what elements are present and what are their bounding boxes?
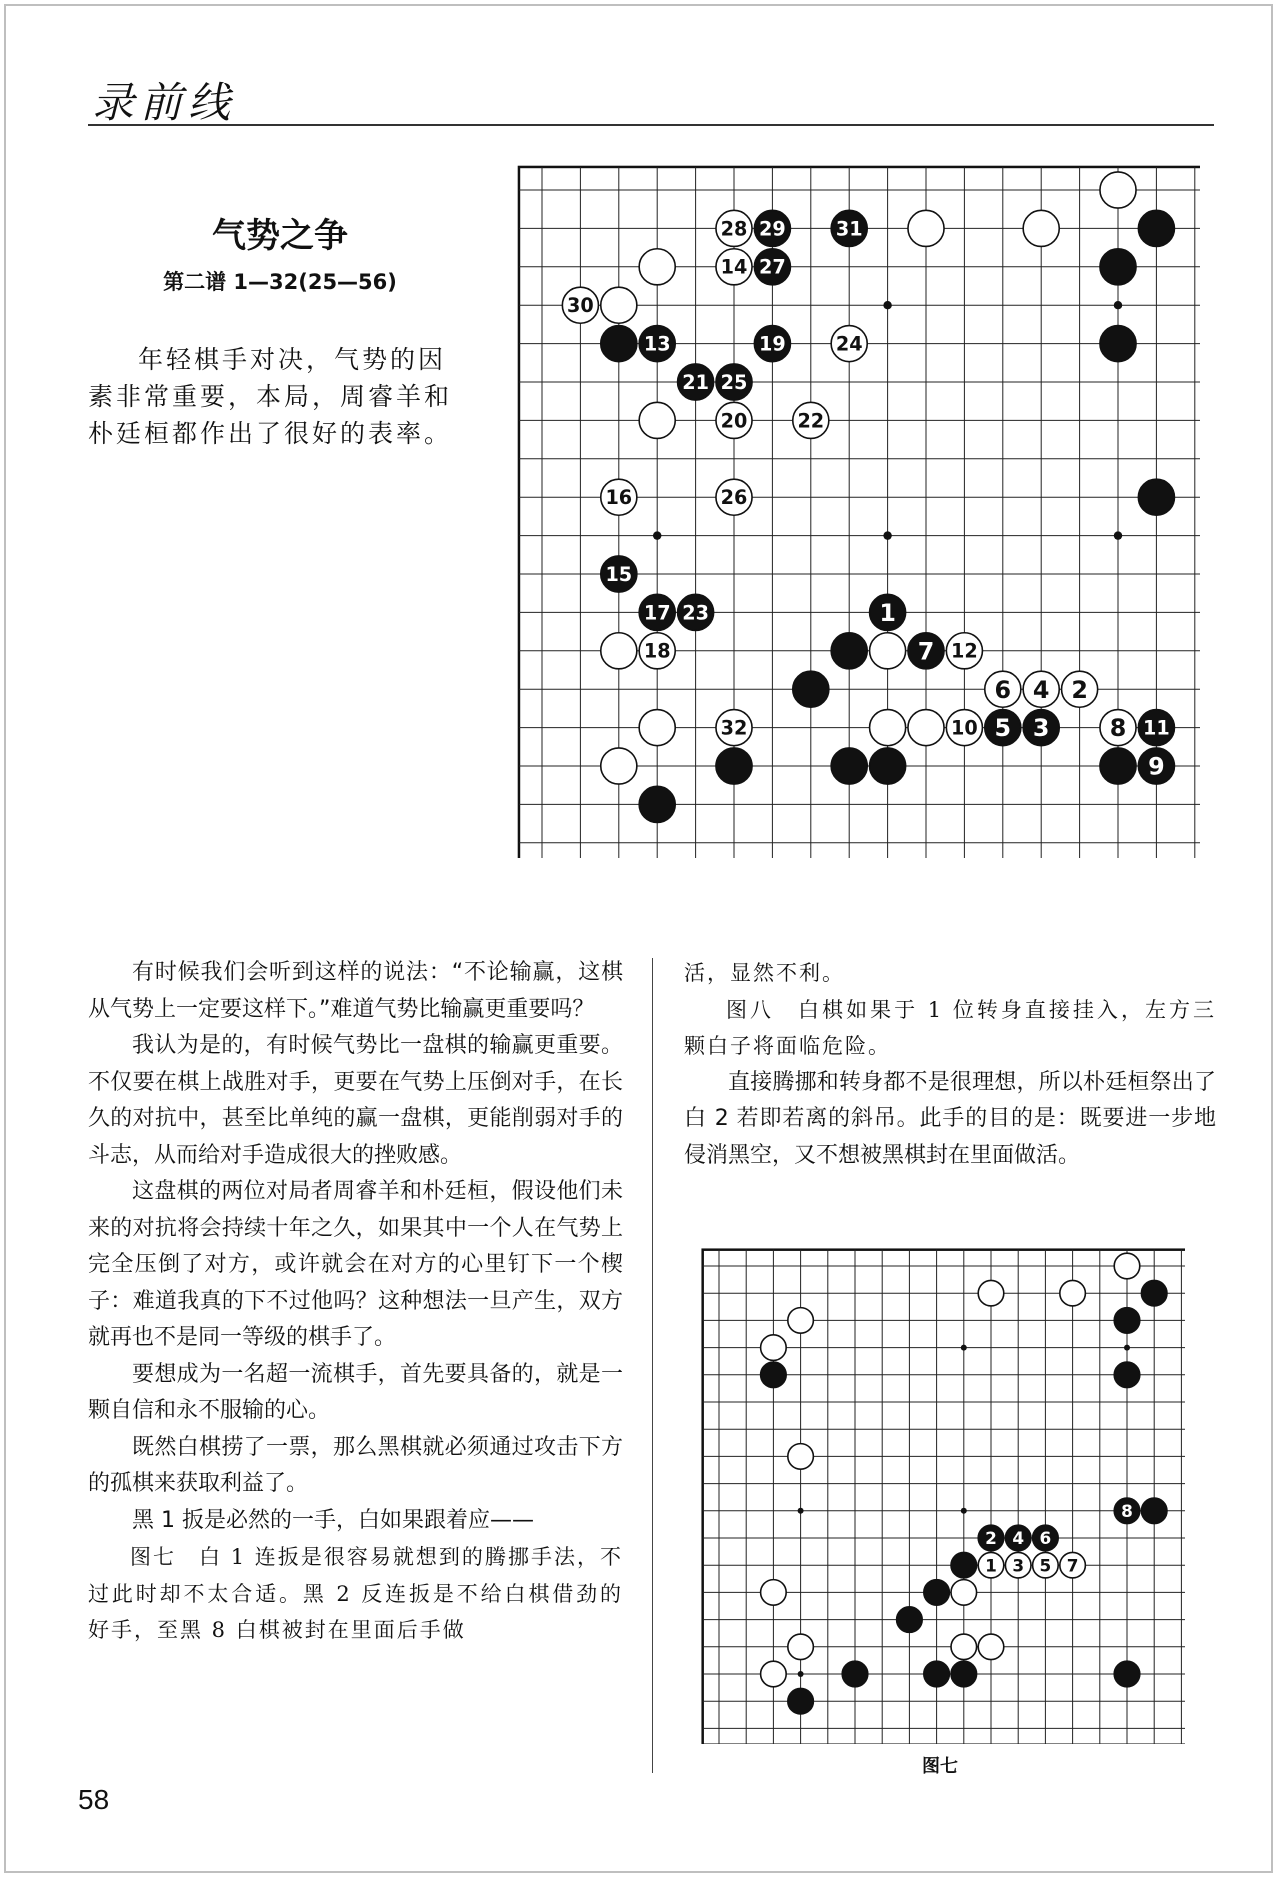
star-point: [883, 301, 891, 309]
move-number: 7: [917, 637, 935, 666]
black-numbered-stone: [678, 594, 714, 630]
white-stone: [788, 1308, 814, 1334]
body-paragraph: 直接腾挪和转身都不是很理想，所以朴廷桓祭出了白 2 若即若离的斜吊。此手的目的是：既要进一步地侵消黑空，又不想被黑棋封在里面做活。: [684, 1069, 1216, 1168]
move-number: 4: [1032, 675, 1050, 704]
white-numbered-stone: [793, 402, 829, 438]
black-numbered-stone: [978, 1525, 1004, 1551]
move-number: 3: [1012, 1555, 1025, 1576]
black-numbered-stone: [1005, 1525, 1031, 1551]
black-numbered-stone: [754, 326, 790, 362]
black-stone: [1138, 479, 1174, 515]
white-stone: [1100, 172, 1136, 208]
move-number: 5: [994, 714, 1012, 743]
white-numbered-stone: [1023, 671, 1059, 707]
white-stone: [788, 1634, 814, 1660]
white-numbered-stone: [985, 671, 1021, 707]
body-paragraph: 要想成为一名超一流棋手，首先要具备的，就是一颗自信和永不服输的心。: [88, 1361, 623, 1423]
black-stone: [1100, 249, 1136, 285]
white-stone: [978, 1280, 1004, 1306]
black-stone: [951, 1552, 977, 1578]
star-point: [798, 1508, 804, 1514]
move-number: 31: [835, 217, 863, 241]
figure-seven-board: [695, 1236, 1185, 1748]
move-number: 12: [951, 639, 978, 663]
move-number: 27: [759, 255, 786, 279]
black-stone: [1114, 1362, 1140, 1388]
white-stone: [978, 1634, 1004, 1660]
move-number: 28: [720, 217, 748, 241]
body-paragraph: 我认为是的，有时候气势比一盘棋的输赢更重要。不仅要在棋上战胜对手，更要在气势上压倒对手，在长久的对抗中，甚至比单纯的赢一盘棋，更能削弱对手的斗志，从而给对手造成很大的挫败感。: [88, 1033, 623, 1168]
move-number: 3: [1032, 714, 1050, 743]
white-stone: [639, 249, 675, 285]
move-number: 20: [720, 409, 748, 433]
article-title: 气势之争: [212, 216, 348, 256]
black-stone: [842, 1661, 868, 1687]
black-numbered-stone: [1033, 1525, 1059, 1551]
white-stone: [761, 1661, 787, 1687]
figure-note-paragraph: 图八 白棋如果于 1 位转身直接挂入，左方三颗白子将面临危险。: [684, 997, 1216, 1058]
black-stone: [924, 1661, 950, 1687]
white-stone: [601, 287, 637, 323]
move-number: 6: [994, 675, 1012, 704]
move-number: 8: [1109, 714, 1127, 743]
move-number: 15: [605, 562, 633, 586]
move-number: 1: [985, 1555, 997, 1576]
move-number: 16: [605, 486, 633, 510]
black-numbered-stone: [639, 594, 675, 630]
move-number: 8: [1121, 1500, 1133, 1521]
move-number: 2: [1071, 675, 1088, 704]
move-number: 24: [835, 332, 863, 356]
page-number: 58: [78, 1784, 110, 1815]
white-stone: [908, 710, 944, 746]
move-number: 9: [1148, 752, 1165, 781]
black-stone: [793, 671, 829, 707]
black-stone: [1138, 210, 1174, 246]
move-number: 6: [1039, 1528, 1052, 1549]
star-point: [1114, 531, 1122, 539]
white-numbered-stone: [716, 710, 752, 746]
white-numbered-stone: [716, 249, 752, 285]
move-number: 4: [1012, 1528, 1025, 1549]
black-stone: [831, 633, 867, 669]
star-point: [1124, 1345, 1130, 1351]
column-title: 录前线: [92, 78, 237, 127]
white-numbered-stone: [1062, 671, 1098, 707]
move-number: 14: [720, 255, 748, 279]
move-number: 10: [951, 716, 978, 740]
black-stone: [1141, 1280, 1167, 1306]
header-divider: [88, 124, 1214, 126]
black-numbered-stone: [754, 210, 790, 246]
game-record-board: [510, 160, 1200, 862]
white-stone: [870, 710, 906, 746]
white-stone: [951, 1634, 977, 1660]
move-number: 2: [985, 1528, 997, 1549]
black-numbered-stone: [831, 210, 867, 246]
figure-note-paragraph: 图七 白 1 连扳是很容易就想到的腾挪手法，不过此时却不太合适。黑 2 反连扳是不给白棋借劲的好手，至黑 8 白棋被封在里面后手做: [88, 1545, 623, 1642]
white-numbered-stone: [1005, 1552, 1031, 1578]
black-numbered-stone: [639, 326, 675, 362]
white-stone: [908, 210, 944, 246]
black-numbered-stone: [1138, 748, 1174, 784]
black-numbered-stone: [1138, 710, 1174, 746]
white-numbered-stone: [562, 287, 598, 323]
white-stone: [870, 633, 906, 669]
body-paragraph: 有时候我们会听到这样的说法：“不论输赢，这棋从气势上一定要这样下。”难道气势比输赢更重要吗？: [88, 960, 623, 1022]
black-stone: [716, 748, 752, 784]
move-number: 30: [567, 294, 594, 318]
body-paragraph: 黑 1 扳是必然的一手，白如果跟着应——: [132, 1507, 534, 1533]
black-numbered-stone: [1023, 710, 1059, 746]
star-point: [961, 1508, 967, 1514]
black-stone: [870, 748, 906, 784]
black-stone: [831, 748, 867, 784]
move-number: 18: [643, 639, 671, 663]
star-point: [1114, 301, 1122, 309]
black-numbered-stone: [985, 710, 1021, 746]
body-paragraph: 这盘棋的两位对局者周睿羊和朴廷桓，假设他们未来的对抗将会持续十年之久，如果其中一个人在气势上完全压倒了对方，或许就会在对方的心里钉下一个楔子：难道我真的下不过他吗？这种想法一旦产生，双方就再也不是同一等级的棋手了。: [88, 1179, 623, 1350]
star-point: [798, 1671, 804, 1677]
move-number: 1: [879, 598, 896, 627]
intro-paragraph: 年轻棋手对决，气势的因素非常重要，本局，周睿羊和朴廷桓都作出了很好的表率。: [88, 345, 453, 448]
white-numbered-stone: [1033, 1552, 1059, 1578]
move-number: 13: [643, 332, 671, 356]
black-stone: [951, 1661, 977, 1687]
white-numbered-stone: [639, 633, 675, 669]
move-number: 7: [1066, 1555, 1079, 1576]
white-numbered-stone: [1060, 1552, 1086, 1578]
body-paragraph: 既然白棋捞了一票，那么黑棋就必须通过攻击下方的孤棋来获取利益了。: [88, 1434, 623, 1496]
black-stone: [1114, 1308, 1140, 1334]
white-stone: [601, 748, 637, 784]
white-stone: [761, 1335, 787, 1361]
white-stone: [788, 1444, 814, 1470]
black-stone: [1141, 1498, 1167, 1524]
go-board-diagram: [510, 160, 1200, 858]
move-number: 17: [643, 601, 671, 625]
move-number: 21: [682, 370, 709, 394]
star-point: [961, 1345, 967, 1351]
move-number: 19: [759, 332, 786, 356]
star-point: [883, 531, 891, 539]
black-stone: [639, 786, 675, 822]
black-numbered-stone: [1114, 1498, 1140, 1524]
black-numbered-stone: [908, 633, 944, 669]
move-number: 29: [759, 217, 786, 241]
move-number: 11: [1143, 716, 1170, 740]
black-numbered-stone: [716, 364, 752, 400]
move-number: 32: [720, 716, 748, 740]
black-numbered-stone: [870, 594, 906, 630]
white-numbered-stone: [978, 1552, 1004, 1578]
figure-caption: 图七: [922, 1756, 958, 1777]
white-numbered-stone: [716, 479, 752, 515]
intro-text: [88, 341, 468, 452]
column-divider: [652, 958, 653, 1773]
white-stone: [1114, 1253, 1140, 1279]
move-number: 26: [720, 486, 748, 510]
white-numbered-stone: [1100, 710, 1136, 746]
white-stone: [951, 1580, 977, 1606]
white-numbered-stone: [716, 210, 752, 246]
white-stone: [639, 402, 675, 438]
black-numbered-stone: [601, 556, 637, 592]
go-board-figure: [695, 1236, 1185, 1744]
white-stone: [1060, 1280, 1086, 1306]
move-number: 5: [1039, 1555, 1052, 1576]
black-stone: [1100, 748, 1136, 784]
white-numbered-stone: [601, 479, 637, 515]
star-point: [653, 531, 661, 539]
body-right-column: [684, 955, 1216, 1174]
black-stone: [1100, 326, 1136, 362]
black-stone: [601, 326, 637, 362]
white-numbered-stone: [831, 326, 867, 362]
article-subtitle: 第二谱 1—32(25—56): [163, 270, 397, 294]
white-stone: [639, 710, 675, 746]
white-stone: [1023, 210, 1059, 246]
move-number: 23: [682, 601, 709, 625]
black-numbered-stone: [754, 249, 790, 285]
black-stone: [924, 1580, 950, 1606]
figure-note-paragraph: 活，显然不利。: [684, 961, 845, 985]
white-stone: [601, 633, 637, 669]
black-stone: [788, 1688, 814, 1714]
move-number: 25: [720, 370, 748, 394]
black-stone: [897, 1607, 923, 1633]
white-numbered-stone: [946, 710, 982, 746]
black-numbered-stone: [678, 364, 714, 400]
white-numbered-stone: [946, 633, 982, 669]
black-stone: [761, 1362, 787, 1388]
black-stone: [1114, 1661, 1140, 1687]
move-number: 22: [797, 409, 825, 433]
body-left-column: [88, 955, 623, 1649]
white-numbered-stone: [716, 402, 752, 438]
white-stone: [761, 1580, 787, 1606]
